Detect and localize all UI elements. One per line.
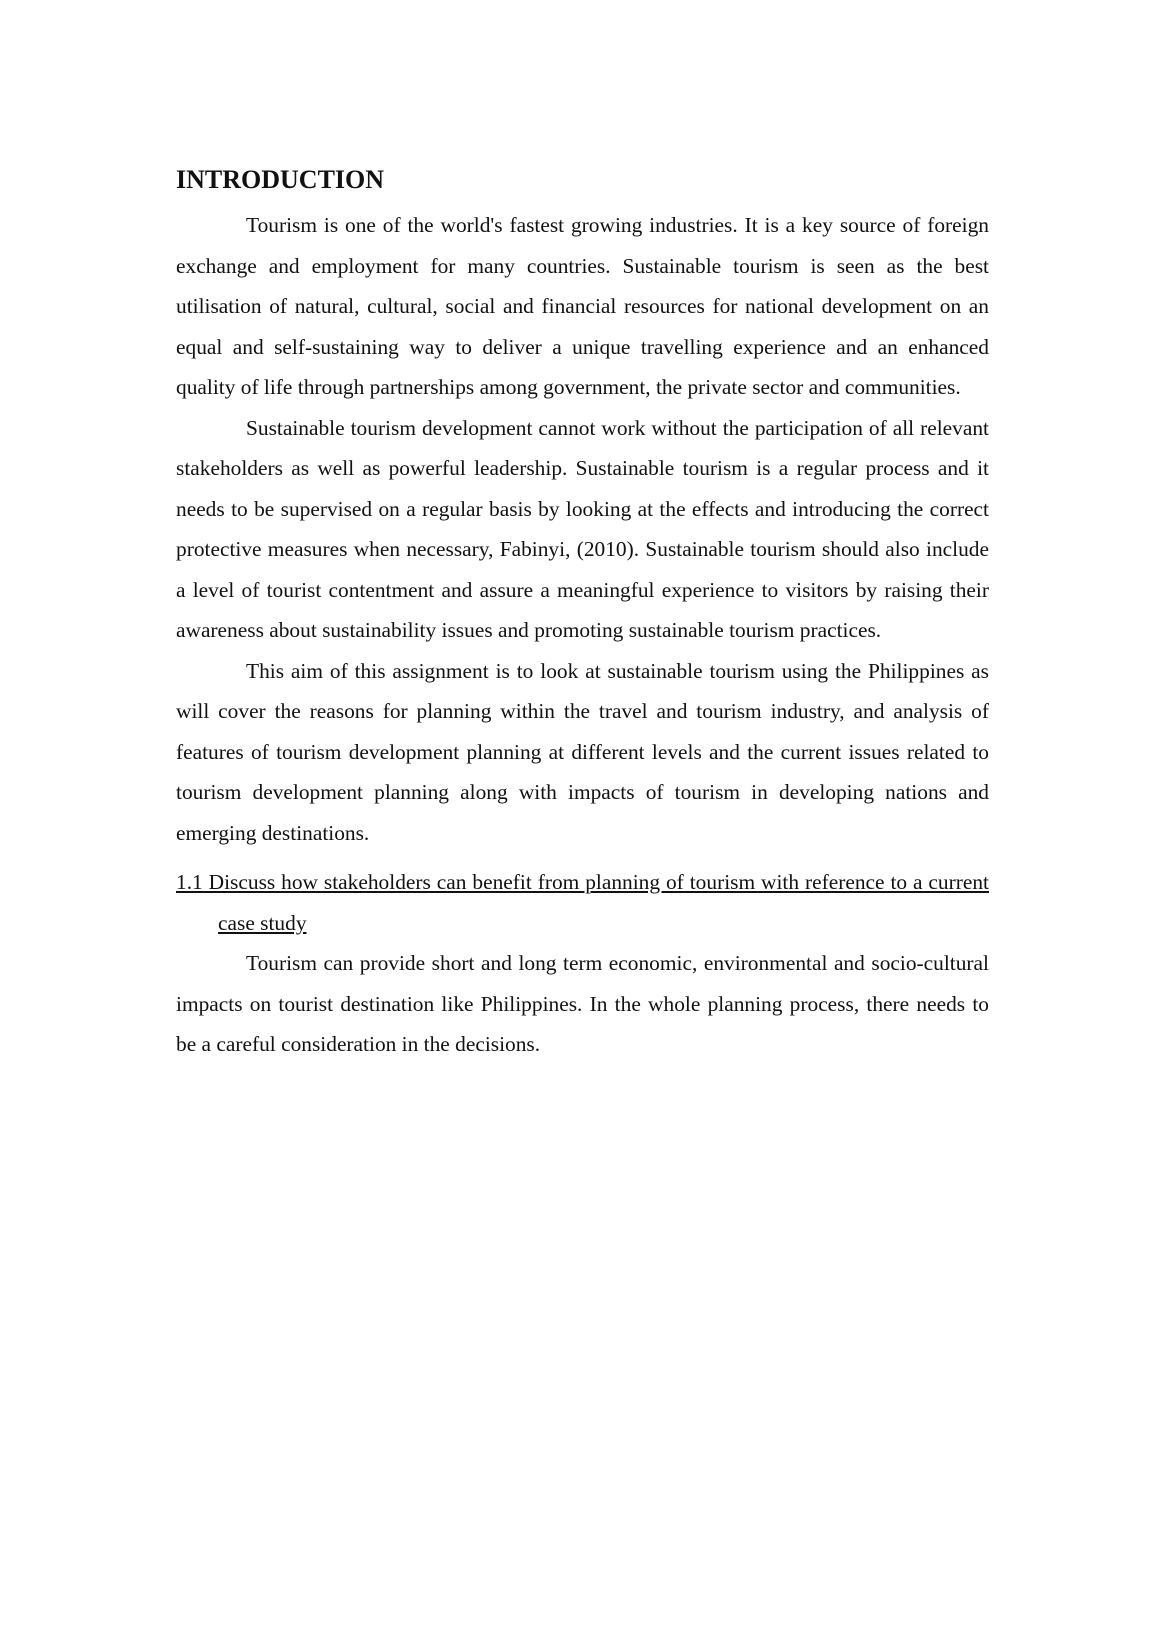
document-body (176, 158, 989, 1065)
intro-paragraph-1: Tourism is one of the world's fastest growing industries. It is a key source of foreign exchange and employment for many countries. Sustainable tourism is seen as the best utilisation of natural, cultural, social and financial resources for national development on an equal and self-sustaining way to deliver a unique travelling experience and an enhanced quality of life through partnerships among government, the private sector and communities. (176, 213, 989, 399)
section-1-1-heading: 1.1 Discuss how stakeholders can benefit from planning of tourism with reference to a current case study (176, 870, 989, 935)
section-1-1-paragraph: Tourism can provide short and long term economic, environmental and socio-cultural impacts on tourist destination like Philippines. In the whole planning process, there needs to be a careful consideration in the decisions. (176, 951, 989, 1056)
introduction-heading: INTRODUCTION (176, 165, 385, 194)
intro-paragraph-3: This aim of this assignment is to look at sustainable tourism using the Philippines as will cover the reasons for planning within the travel and tourism industry, and analysis of features of tourism development planning at different levels and the current issues related to tourism development planning along with impacts of tourism in developing nations and emerging destinations. (176, 658, 989, 845)
intro-paragraph-2: Sustainable tourism development cannot work without the participation of all relevant stakeholders as well as powerful leadership. Sustainable tourism is a regular process and it needs to be supervised on a regular basis by looking at the effects and introducing the correct protective measures when necessary, Fabinyi, (2010). Sustainable tourism should also include a level of tourist contentment and assure a meaningful experience to visitors by raising their awareness about sustainability issues and promoting sustainable tourism practices. (176, 415, 989, 642)
